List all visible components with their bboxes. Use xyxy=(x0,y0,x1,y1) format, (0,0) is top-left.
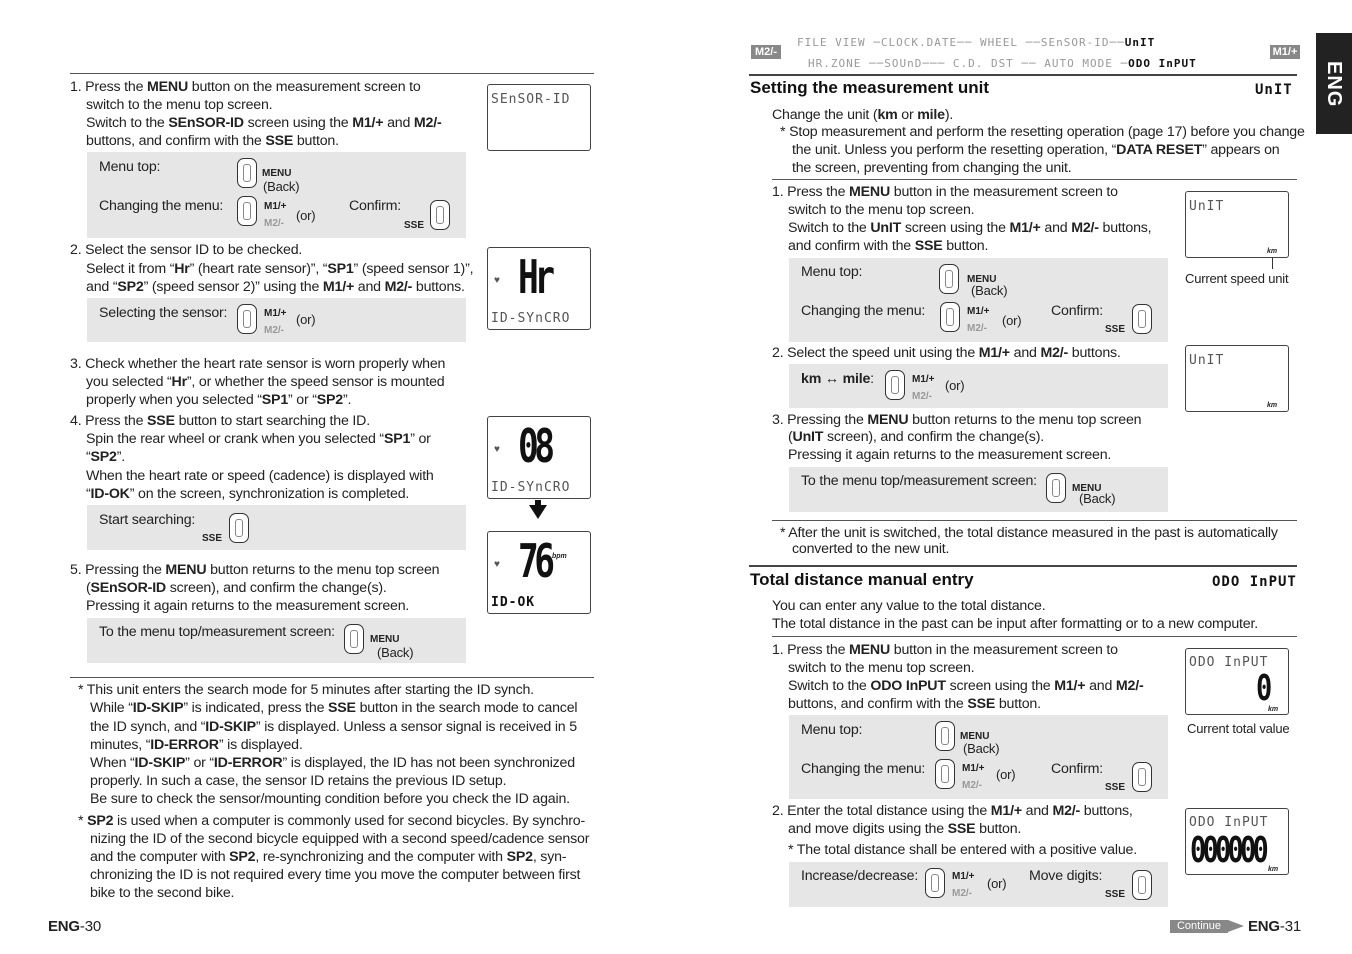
note2-line2: nizing the ID of the second bicycle equipped with a second speed/cadence sensor xyxy=(90,831,590,847)
s1-step3-line3: Pressing it again returns to the measurement screen. xyxy=(788,447,1112,463)
m2-label: M2/- xyxy=(962,780,982,791)
divider xyxy=(772,520,1297,521)
step1-line3: Switch to the SEnSOR-ID screen using the M1/+ and M2/- xyxy=(86,115,442,131)
step3-line3: properly when you selected “SP1” or “SP2”. xyxy=(86,392,352,408)
or-label: (or) xyxy=(296,208,316,223)
step5-line2: (SEnSOR-ID screen), and confirm the change(s). xyxy=(86,580,387,596)
back-label: (Back) xyxy=(963,741,1000,756)
confirm-label: Confirm: xyxy=(349,198,402,214)
sse-label: SSE xyxy=(404,220,425,231)
lcd-text: ODO InPUT xyxy=(1189,655,1269,670)
button-guide-box xyxy=(789,258,1168,342)
note1-line2: While “ID-SKIP” is indicated, press the SSE button in the search mode to cancel xyxy=(90,700,578,716)
divider xyxy=(772,179,1297,180)
sec1-note-line3: the screen, preventing from changing the unit. xyxy=(792,160,1072,176)
nav-m2-badge: M2/- xyxy=(751,45,781,59)
button-guide-box xyxy=(789,862,1168,907)
s2-step2-note: * The total distance shall be entered with a positive value. xyxy=(788,842,1137,858)
note1-line6: properly. In such a case, the sensor ID retains the previous ID setup. xyxy=(90,773,507,789)
or-label: (or) xyxy=(996,767,1016,782)
button-guide-box xyxy=(87,618,466,663)
step4-line4: When the heart rate or speed (cadence) is displayed with xyxy=(86,468,434,484)
section-title-odo: Total distance manual entry xyxy=(750,570,974,589)
sse-label: SSE xyxy=(1105,889,1126,900)
s2-step2-line2: and move digits using the SSE button. xyxy=(788,821,1022,837)
page-number: ENG-30 xyxy=(48,918,101,935)
lcd-sensor-id xyxy=(487,84,591,151)
lcd-text: UnIT xyxy=(1189,353,1225,368)
lcd-syncro xyxy=(487,416,591,499)
step2-line3: and “SP2” (speed sensor 2)” using the M1/+ and M2/- buttons. xyxy=(86,279,465,295)
lcd-big: Hr xyxy=(518,250,551,304)
m-buttons-icon xyxy=(940,302,960,332)
m2-label: M2/- xyxy=(967,323,987,334)
m-buttons-icon xyxy=(237,196,257,226)
back-label: (Back) xyxy=(377,645,414,660)
step4-line3: “SP2”. xyxy=(86,449,126,465)
divider xyxy=(772,636,1297,637)
down-arrow-stem xyxy=(535,500,541,508)
s2-step1-line3: Switch to the ODO InPUT screen using the M1/+ and M2/- xyxy=(788,678,1144,694)
heart-icon: ♥ xyxy=(494,559,500,570)
lcd-text: ODO InPUT xyxy=(1189,815,1269,830)
or-label: (or) xyxy=(296,312,316,327)
continue-badge: Continue xyxy=(1170,920,1228,933)
menu-button-icon xyxy=(237,158,257,188)
lcd-caption: Current speed unit xyxy=(1185,271,1289,286)
lcd-unit-current xyxy=(1185,191,1289,258)
button-guide-box xyxy=(789,364,1168,408)
continue-arrow-icon xyxy=(1228,920,1244,932)
changing-menu-label: Changing the menu: xyxy=(99,198,224,214)
m-buttons-icon xyxy=(925,868,945,898)
to-menu-label: To the menu top/measurement screen: xyxy=(99,624,335,640)
section-code-odo: ODO InPUT xyxy=(1212,574,1297,590)
back-label: (Back) xyxy=(263,179,300,194)
caption-leader xyxy=(1272,258,1273,269)
note1-line3: the ID synch, and “ID-SKIP” is displayed. Unless a sensor signal is received in 5 xyxy=(90,719,577,735)
lcd-big: 08 xyxy=(518,419,551,473)
menu-button-icon xyxy=(344,624,364,654)
section-title-unit: Setting the measurement unit xyxy=(750,78,989,97)
s2-step1-line1: 1. Press the MENU button in the measurement screen to xyxy=(772,642,1118,658)
menu-label: MENU xyxy=(967,274,997,285)
menu-top-label: Menu top: xyxy=(801,264,863,280)
lcd-text: ID-SYnCRO xyxy=(491,480,571,495)
button-guide-box xyxy=(87,152,466,238)
m1-label: M1/+ xyxy=(264,308,287,319)
menu-top-label: Menu top: xyxy=(801,722,863,738)
or-label: (or) xyxy=(987,876,1007,891)
km-unit: km xyxy=(1268,866,1279,873)
or-label: (or) xyxy=(1002,313,1022,328)
lcd-text: SEnSOR-ID xyxy=(491,92,571,107)
section-rule xyxy=(749,565,1297,567)
lcd-id-ok xyxy=(487,531,591,614)
sse-button-icon xyxy=(229,513,249,543)
lcd-text: UnIT xyxy=(1189,199,1225,214)
lcd-text: ID-OK xyxy=(491,595,536,610)
lcd-big: 76 xyxy=(518,534,551,588)
button-guide-box xyxy=(87,298,466,342)
button-guide-box xyxy=(789,467,1168,512)
m-buttons-icon xyxy=(237,304,257,334)
note1-line1: * This unit enters the search mode for 5 minutes after starting the ID synch. xyxy=(78,682,534,698)
sse-button-icon xyxy=(1132,762,1152,792)
m1-label: M1/+ xyxy=(967,306,990,317)
sec2-intro2: The total distance in the past can be input after formatting or to a new computer. xyxy=(772,616,1258,632)
m1-label: M1/+ xyxy=(952,871,975,882)
menu-label: MENU xyxy=(1072,483,1102,494)
step3-line2: you selected “Hr”, or whether the speed sensor is mounted xyxy=(86,374,445,390)
menu-label: MENU xyxy=(262,168,292,179)
step1-line2: switch to the menu top screen. xyxy=(86,97,273,113)
sec1-note-line2: the unit. Unless you perform the resetting operation, “DATA RESET” appears on xyxy=(792,142,1280,158)
m2-label: M2/- xyxy=(912,391,932,402)
km-unit: km xyxy=(1268,706,1279,713)
lcd-caption: Current total value xyxy=(1187,721,1290,736)
or-label: (or) xyxy=(945,378,965,393)
back-label: (Back) xyxy=(1079,491,1116,506)
sse-button-icon xyxy=(1132,870,1152,900)
note1-line5: When “ID-SKIP” or “ID-ERROR” is displayed, the ID has not been synchronized xyxy=(90,755,575,771)
nav-top-row: FILE VIEW ─CLOCK.DATE── WHEEL ──SEnSOR-ID──UnIT xyxy=(797,36,1156,49)
divider xyxy=(70,73,594,74)
button-guide-box xyxy=(789,715,1168,799)
section-code-unit: UnIT xyxy=(1255,82,1293,98)
note2-line1: * SP2 is used when a computer is commonly used for second bicycles. By synchro- xyxy=(78,813,586,829)
note2-line3: and the computer with SP2, re-synchronizing and the computer with SP2, syn- xyxy=(90,849,567,865)
back-label: (Back) xyxy=(971,283,1008,298)
page-number: ENG-31 xyxy=(1248,918,1301,935)
s1-step3-line2: (UnIT screen), and confirm the change(s). xyxy=(788,429,1044,445)
sec1-note-line1: * Stop measurement and perform the resetting operation (page 17) before you change xyxy=(780,124,1305,140)
sse-button-icon xyxy=(430,200,450,230)
selecting-sensor-label: Selecting the sensor: xyxy=(99,305,228,321)
confirm-label: Confirm: xyxy=(1051,303,1104,319)
m1-label: M1/+ xyxy=(962,763,985,774)
s1-step2: 2. Select the speed unit using the M1/+ and M2/- buttons. xyxy=(772,345,1121,361)
menu-label: MENU xyxy=(960,731,990,742)
increase-decrease-label: Increase/decrease: xyxy=(801,868,919,884)
m-buttons-icon xyxy=(885,370,905,400)
m2-label: M2/- xyxy=(952,888,972,899)
heart-icon: ♥ xyxy=(494,275,500,286)
eng-tab xyxy=(1316,33,1352,134)
s1-note2-line1: * After the unit is switched, the total distance measured in the past is automatically xyxy=(780,525,1278,541)
step4-line1: 4. Press the SSE button to start searching the ID. xyxy=(70,413,370,429)
lcd-unit-select xyxy=(1185,345,1289,412)
button-guide-box xyxy=(87,505,466,550)
eng-tab-label: ENG xyxy=(1323,61,1345,108)
s2-step1-line4: buttons, and confirm with the SSE button. xyxy=(788,696,1041,712)
step4-line2: Spin the rear wheel or crank when you selected “SP1” or xyxy=(86,431,431,447)
note2-line4: chronizing the ID is not required every time you move the computer between first xyxy=(90,867,581,883)
sse-label: SSE xyxy=(1105,782,1126,793)
s1-step3-line1: 3. Pressing the MENU button returns to the menu top screen xyxy=(772,412,1142,428)
menu-button-icon xyxy=(1046,473,1066,503)
nav-bottom-row: HR.ZONE ──SOUnD─── C.D. DST ── AUTO MODE ─ODO InPUT xyxy=(808,57,1197,70)
sse-label: SSE xyxy=(1105,324,1126,335)
km-unit: km xyxy=(1267,248,1278,255)
step2-line2: Select it from “Hr” (heart rate sensor)”, “SP1” (speed sensor 1)”, xyxy=(86,261,474,277)
changing-menu-label: Changing the menu: xyxy=(801,303,926,319)
sec1-intro: Change the unit (km or mile). xyxy=(772,107,954,123)
lcd-odo-current xyxy=(1185,648,1289,715)
step5-line3: Pressing it again returns to the measurement screen. xyxy=(86,598,410,614)
note1-line7: Be sure to check the sensor/mounting condition before you check the ID again. xyxy=(90,791,570,807)
lcd-text: ID-SYnCRO xyxy=(491,311,571,326)
m-buttons-icon xyxy=(935,759,955,789)
m1-label: M1/+ xyxy=(264,201,287,212)
sec2-intro1: You can enter any value to the total distance. xyxy=(772,598,1046,614)
menu-button-icon xyxy=(935,721,955,751)
menu-label: MENU xyxy=(370,634,400,645)
sse-label: SSE xyxy=(202,533,223,544)
note1-line4: minutes, “ID-ERROR” is displayed. xyxy=(90,737,303,753)
note2-line5: bike to the second bike. xyxy=(90,885,235,901)
step4-line5: “ID-OK” on the screen, synchronization is completed. xyxy=(86,486,410,502)
km-unit: km xyxy=(1267,402,1278,409)
step3-line1: 3. Check whether the heart rate sensor is worn properly when xyxy=(70,356,446,372)
s2-step2-line1: 2. Enter the total distance using the M1/+ and M2/- buttons, xyxy=(772,803,1133,819)
s1-step1-line1: 1. Press the MENU button in the measurement screen to xyxy=(772,184,1118,200)
bpm-unit: bpm xyxy=(552,553,567,560)
lcd-hr xyxy=(487,247,591,330)
divider xyxy=(70,677,594,678)
to-menu-label: To the menu top/measurement screen: xyxy=(801,473,1037,489)
nav-m1-badge: M1/+ xyxy=(1270,45,1300,59)
s1-note2-line2: converted to the new unit. xyxy=(792,541,950,557)
lcd-odo-entry xyxy=(1185,808,1289,875)
lcd-big: 0 xyxy=(1256,668,1268,709)
s1-step1-line4: and confirm with the SSE button. xyxy=(788,238,989,254)
heart-icon: ♥ xyxy=(494,444,500,455)
lcd-big: 000000 xyxy=(1190,830,1266,871)
m2-label: M2/- xyxy=(264,325,284,336)
sse-button-icon xyxy=(1132,304,1152,334)
m2-label: M2/- xyxy=(264,218,284,229)
confirm-label: Confirm: xyxy=(1051,761,1104,777)
menu-top-label: Menu top: xyxy=(99,159,161,175)
m1-label: M1/+ xyxy=(912,374,935,385)
step2-line1: 2. Select the sensor ID to be checked. xyxy=(70,242,303,258)
km-mile-label: km ↔ mile: xyxy=(801,371,874,387)
step1-line1: 1. Press the MENU button on the measurement screen to xyxy=(70,79,421,95)
section-rule xyxy=(749,74,1297,76)
s2-step1-line2: switch to the menu top screen. xyxy=(788,660,975,676)
menu-button-icon xyxy=(939,264,959,294)
s1-step1-line3: Switch to the UnIT screen using the M1/+ and M2/- buttons, xyxy=(788,220,1152,236)
changing-menu-label: Changing the menu: xyxy=(801,761,926,777)
s1-step1-line2: switch to the menu top screen. xyxy=(788,202,975,218)
start-searching-label: Start searching: xyxy=(99,512,196,528)
step1-line4: buttons, and confirm with the SSE button. xyxy=(86,133,339,149)
step5-line1: 5. Pressing the MENU button returns to the menu top screen xyxy=(70,562,440,578)
move-digits-label: Move digits: xyxy=(1029,868,1103,884)
